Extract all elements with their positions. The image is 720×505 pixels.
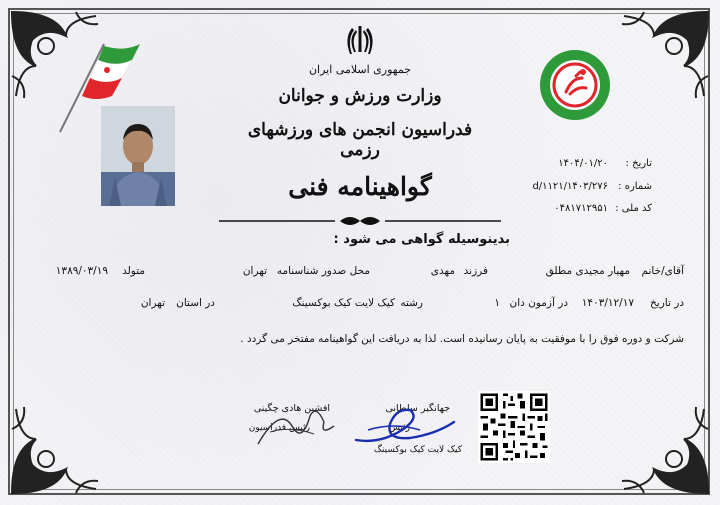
discipline-value: کیک لایت کیک بوکسینگ [292,297,395,309]
qr-code-icon[interactable] [478,391,550,463]
province-label: در استان [176,297,215,309]
federation-logo-icon [538,48,612,122]
national-code-label: کد ملی : [615,203,652,214]
exam-value: ۱ [494,297,500,309]
right-signer-title: رئیس [388,423,410,433]
right-signature-icon [350,400,460,452]
province-value: تهران [140,297,165,309]
corner-ornament-icon [6,403,102,499]
father-label: فرزند [463,265,488,277]
date-value: ۱۴۰۴/۰۱/۲۰ [558,158,608,169]
number-value: ۱۴۰۳/۲۷۶/d/۱۱۲۱ [532,181,608,192]
left-signer-title: رئیس فدراسیون [248,423,310,433]
certificate-title: گواهینامه فنی [288,172,432,201]
ministry-text: وزارت ورزش و جوانان [278,86,442,106]
name-label: آقای/خانم [641,265,684,277]
title-divider [215,213,505,229]
right-signer-name: جهانگیر سلطانی [385,403,450,414]
issue-place-label: محل صدور شناسنامه [276,265,370,277]
number-label: شماره : [618,181,652,192]
exam-label: در آزمون دان [509,297,568,309]
corner-ornament-icon [618,6,714,102]
intro-text: بدینوسیله گواهی می شود : [333,232,510,247]
birth-label: متولد [122,265,145,277]
exam-date-label: در تاریخ [650,297,684,309]
left-signature-icon [250,396,340,452]
birth-value: ۱۳۸۹/۰۳/۱۹ [55,265,108,277]
federation-text: فدراسیون انجمن های ورزشهای رزمی [247,120,473,160]
national-code-value: ۰۴۸۱۷۱۲۹۵۱ [554,203,608,214]
corner-ornament-icon [618,403,714,499]
discipline-label: رشته [400,297,423,309]
father-value: مهدی [430,265,455,277]
student-photo [101,106,175,206]
iran-emblem-icon [342,22,378,58]
exam-date-value: ۱۴۰۳/۱۲/۱۷ [581,297,634,309]
republic-text: جمهوری اسلامی ایران [308,63,412,76]
date-label: تاریخ : [625,158,652,169]
closing-text: شرکت و دوره فوق را با موفقیت به پایان رسانیده است. لذا به دریافت این گواهینامه مفتخر می گردد . [240,333,684,345]
name-value: مهیار مجیدی مطلق [545,265,630,277]
issue-place-value: تهران [242,265,267,277]
right-signer-subtitle: کیک لایت کیک بوکسینگ [373,445,462,455]
left-signer-name: افشین هادی چگینی [253,403,330,414]
